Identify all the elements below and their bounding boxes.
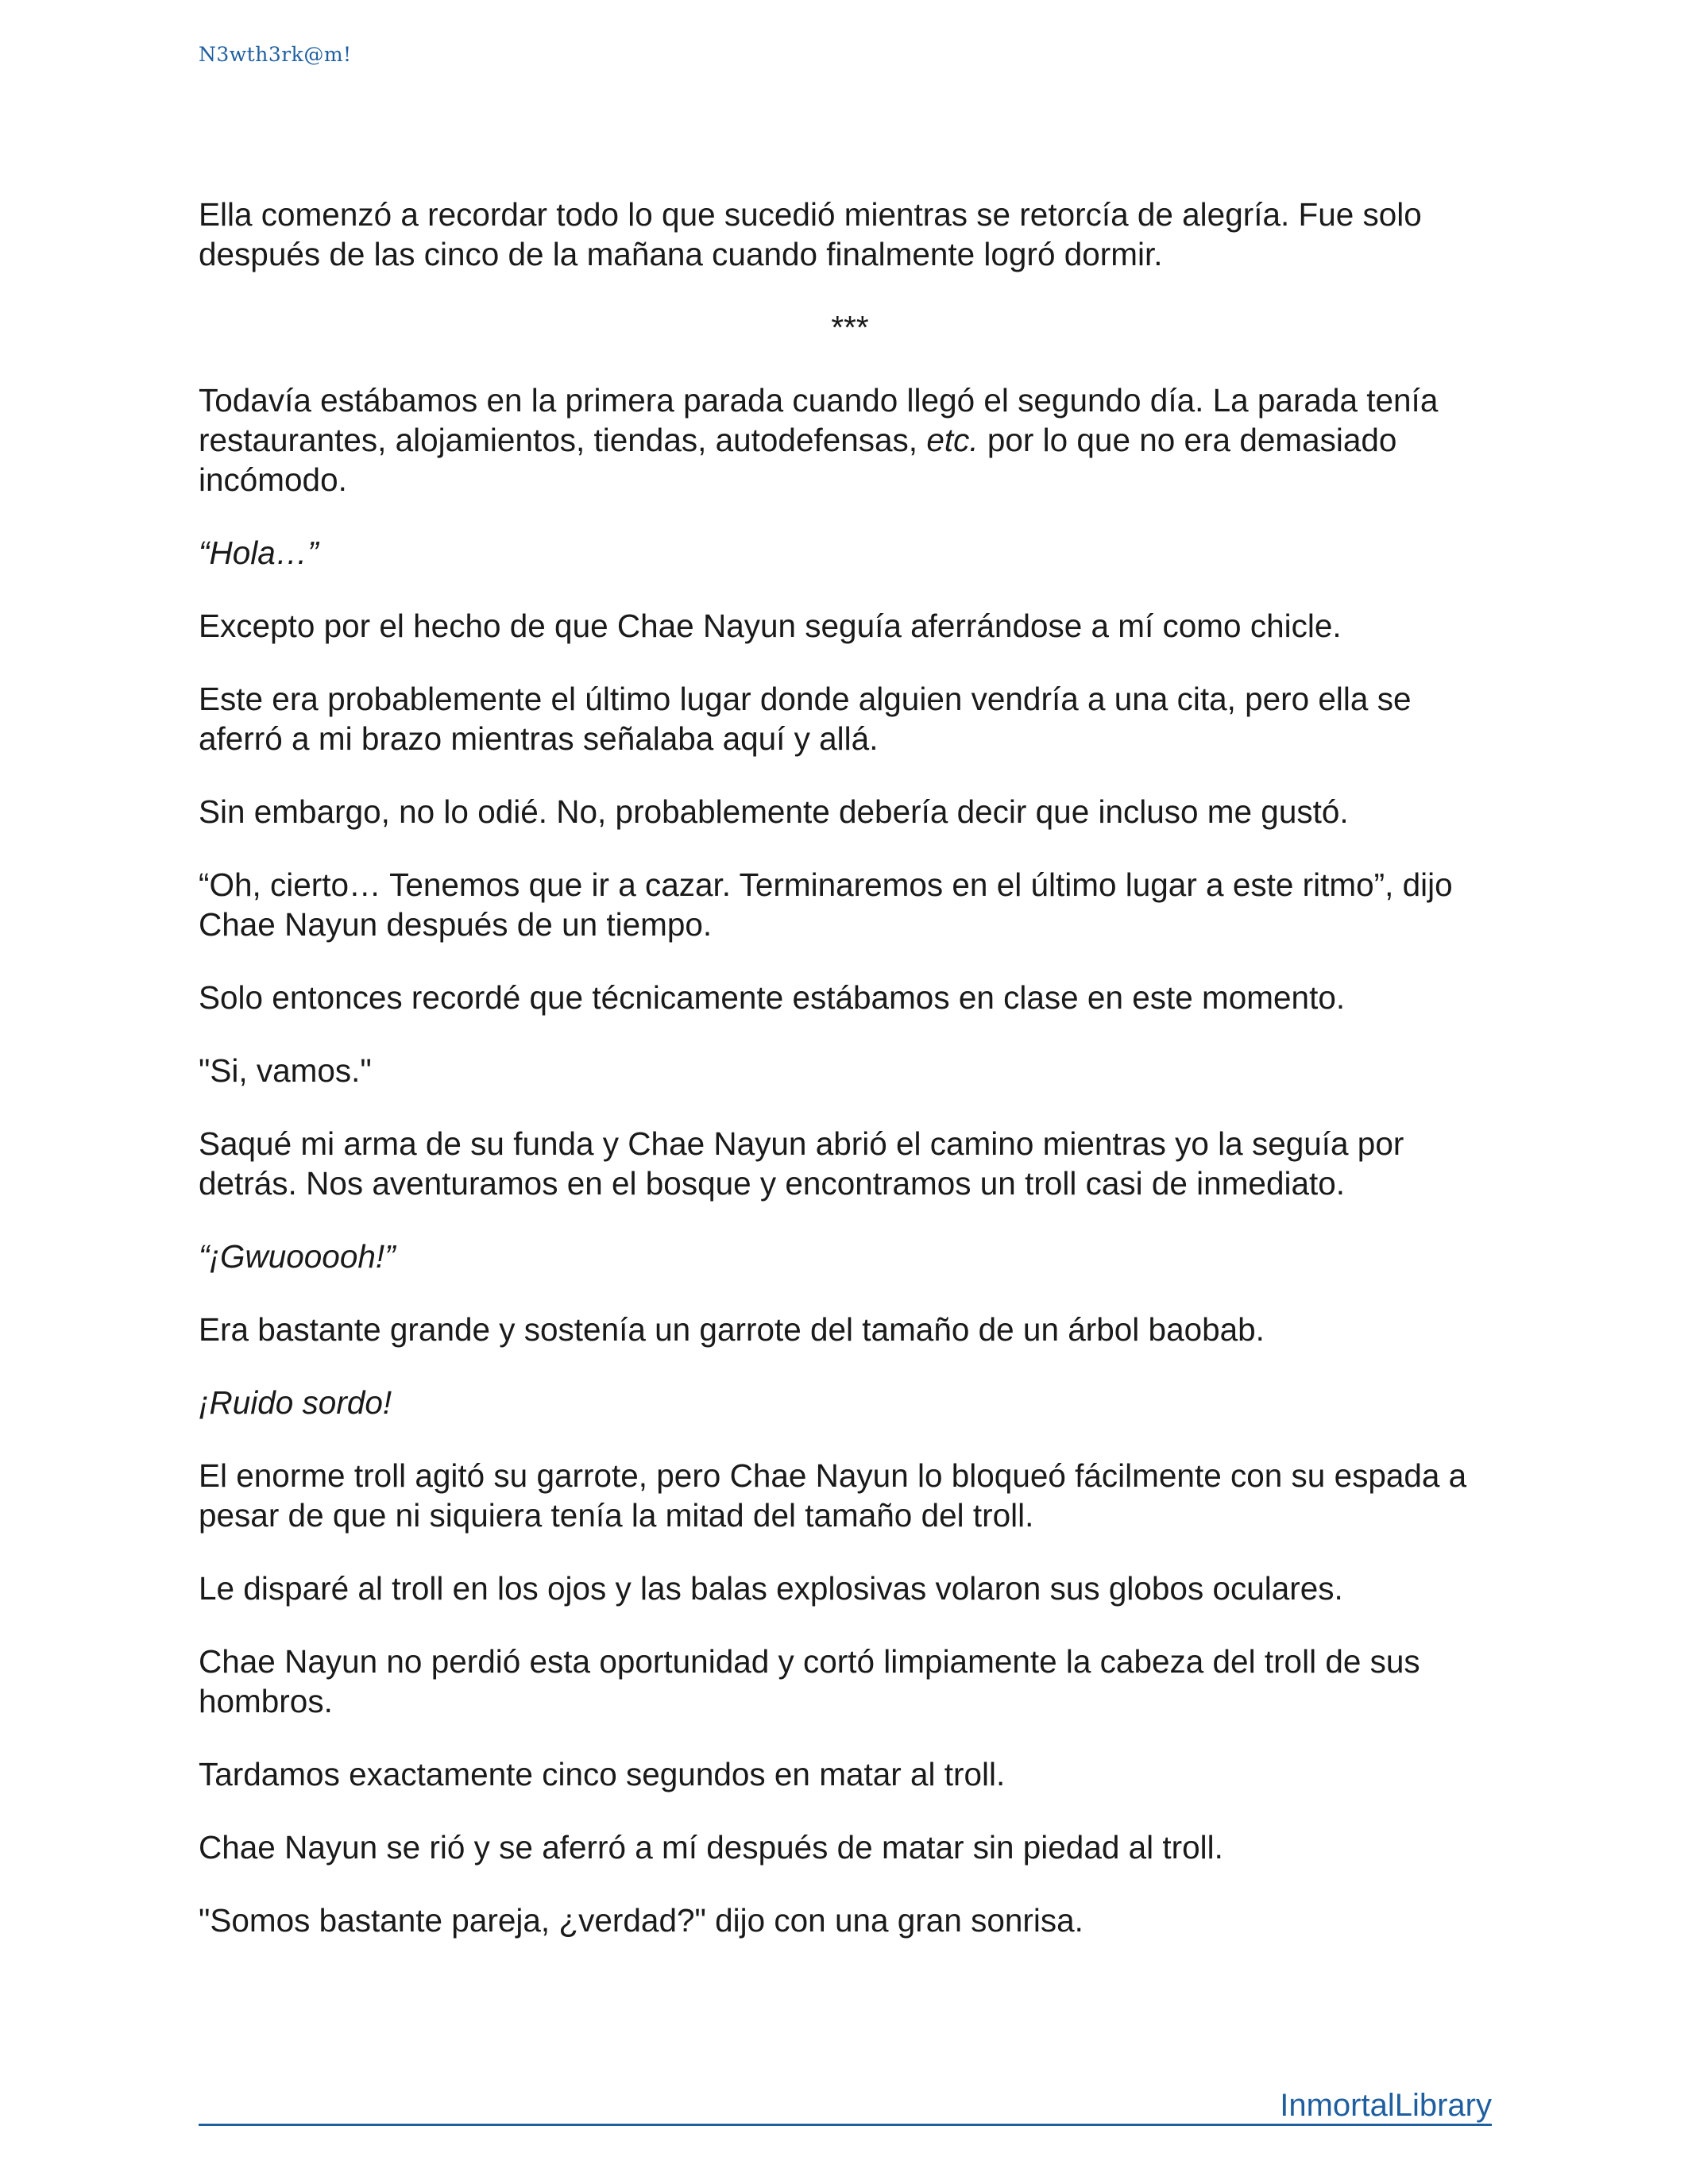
- document-body: [199, 195, 1501, 1974]
- header-watermark: N3wth3rk@m!: [199, 43, 352, 66]
- paragraph: Tardamos exactamente cinco segundos en matar al troll.: [199, 1756, 1006, 1792]
- footer-rule: [199, 2087, 1492, 2126]
- paragraph-text: Todavía estábamos en la primera parada cuando llegó el segundo día. La parada tenía restaurantes, alojamientos, tiendas, autodefensas,: [199, 382, 1439, 458]
- paragraph-italic-text: etc.: [926, 422, 979, 458]
- footer-library-link[interactable]: InmortalLibrary: [1280, 2088, 1492, 2123]
- paragraph: Saqué mi arma de su funda y Chae Nayun abrió el camino mientras yo la seguía por detrás. Nos aventuramos en el bosque y encontramos un troll casi de inmediato.: [199, 1125, 1404, 1202]
- scene-separator: ***: [831, 309, 869, 345]
- dialogue-line: "Somos bastante pareja, ¿verdad?" dijo con una gran sonrisa.: [199, 1902, 1083, 1939]
- paragraph: Solo entonces recordé que técnicamente estábamos en clase en este momento.: [199, 979, 1346, 1016]
- paragraph: Chae Nayun no perdió esta oportunidad y cortó limpiamente la cabeza del troll de sus hombros.: [199, 1643, 1420, 1719]
- paragraph: Le disparé al troll en los ojos y las balas explosivas volaron sus globos oculares.: [199, 1570, 1343, 1607]
- paragraph-text: por lo que no era demasiado incómodo.: [199, 422, 1397, 498]
- paragraph: Chae Nayun se rió y se aferró a mí después de matar sin piedad al troll.: [199, 1829, 1223, 1866]
- paragraph: Sin embargo, no lo odié. No, probablemente debería decir que incluso me gustó.: [199, 793, 1349, 830]
- paragraph: Este era probablemente el último lugar donde alguien vendría a una cita, pero ella se aferró a mi brazo mientras señalaba aquí y allá.: [199, 681, 1412, 757]
- dialogue-line: "Si, vamos.": [199, 1052, 372, 1089]
- sound-effect-line: “¡Gwuooooh!”: [199, 1238, 396, 1275]
- sound-effect-line: ¡Ruido sordo!: [199, 1384, 392, 1421]
- paragraph: El enorme troll agitó su garrote, pero Chae Nayun lo bloqueó fácilmente con su espada a pesar de que ni siquiera tenía la mitad del tamaño del troll.: [199, 1457, 1467, 1534]
- paragraph: Ella comenzó a recordar todo lo que sucedió mientras se retorcía de alegría. Fue solo después de las cinco de la mañana cuando finalmente logró dormir.: [199, 196, 1422, 272]
- paragraph: Excepto por el hecho de que Chae Nayun seguía aferrándose a mí como chicle.: [199, 608, 1342, 644]
- paragraph: Era bastante grande y sostenía un garrote del tamaño de un árbol baobab.: [199, 1311, 1265, 1348]
- dialogue-line: “Hola…”: [199, 534, 319, 571]
- paragraph: [199, 380, 1501, 500]
- dialogue-line: “Oh, cierto… Tenemos que ir a cazar. Terminaremos en el último lugar a este ritmo”, dijo Chae Nayun después de un tiempo.: [199, 866, 1453, 943]
